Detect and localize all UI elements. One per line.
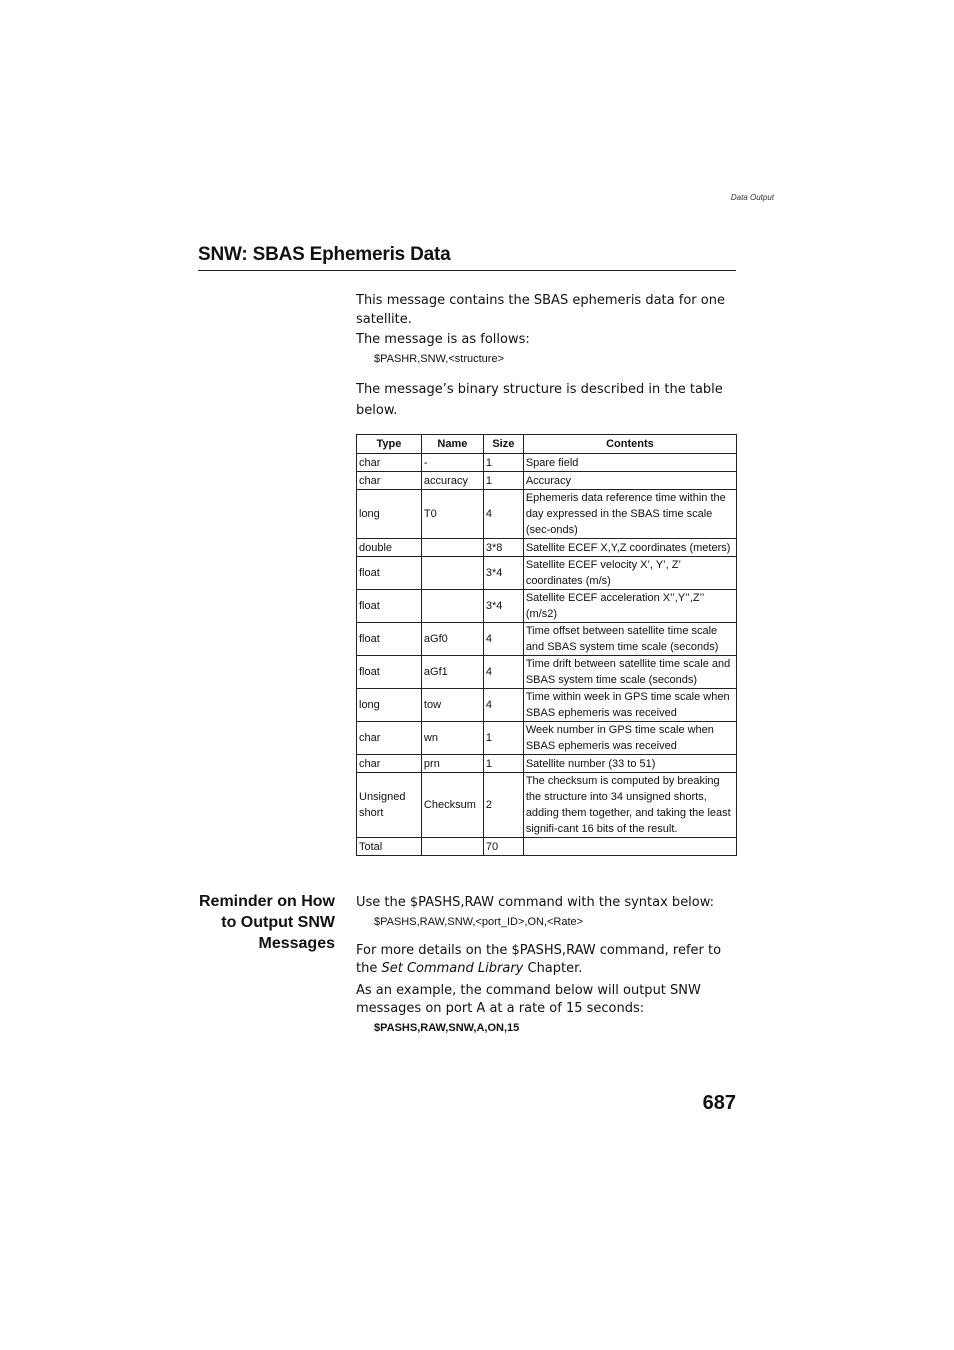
cell-name: Checksum [421, 773, 483, 838]
cell-contents: Time drift between satellite time scale and SBAS system time scale (seconds) [523, 656, 736, 689]
table-row [357, 656, 737, 689]
cell-contents: Satellite ECEF acceleration X’’,Y’’,Z’’ (m/s2) [523, 590, 736, 623]
cell-size: 3*4 [483, 557, 523, 590]
intro-block [356, 292, 737, 421]
message-syntax: $PASHR,SNW,<structure> [374, 352, 505, 365]
table-row [357, 773, 737, 838]
column-header-contents: Contents [523, 435, 736, 454]
cell-size: 2 [483, 773, 523, 838]
table-row [357, 539, 737, 557]
cell-name [421, 590, 483, 623]
set-command-library-reference: Set Command Library [381, 961, 524, 976]
cell-size: 4 [483, 490, 523, 539]
cell-name: aGf0 [421, 623, 483, 656]
cell-type: float [357, 590, 422, 623]
cell-type: double [357, 539, 422, 557]
cell-name [421, 539, 483, 557]
cell-contents: Satellite ECEF velocity X’, Y’, Z’ coordinates (m/s) [523, 557, 736, 590]
table-row [357, 557, 737, 590]
cell-contents: Accuracy [523, 472, 736, 490]
cell-contents: Spare field [523, 454, 736, 472]
section-title: SNW: SBAS Ephemeris Data [198, 244, 736, 271]
reminder-block [356, 894, 737, 1034]
cell-contents: Ephemeris data reference time within the day expressed in the SBAS time scale (sec-onds) [523, 490, 736, 539]
cell-contents [523, 838, 736, 856]
cell-contents: Satellite number (33 to 51) [523, 755, 736, 773]
cell-size: 4 [483, 656, 523, 689]
cell-type: Unsigned short [357, 773, 422, 838]
binary-structure-table [356, 434, 737, 856]
table-row [357, 454, 737, 472]
details-text-end: Chapter. [523, 961, 583, 976]
cell-type: char [357, 722, 422, 755]
cell-type: float [357, 557, 422, 590]
table-row [357, 623, 737, 656]
column-header-type: Type [357, 435, 422, 454]
cell-type: char [357, 755, 422, 773]
cell-type: char [357, 472, 422, 490]
cell-type: char [357, 454, 422, 472]
intro-paragraph: This message contains the SBAS ephemeris data for one satellite. [356, 293, 725, 327]
table-row [357, 490, 737, 539]
cell-type: Total [357, 838, 422, 856]
cell-name: tow [421, 689, 483, 722]
cell-name: wn [421, 722, 483, 755]
cell-contents: The checksum is computed by breaking the structure into 34 unsigned shorts, adding them together, and taking the least signifi-cant 16 bits of the result. [523, 773, 736, 838]
cell-name: aGf1 [421, 656, 483, 689]
page-number: 687 [702, 1092, 736, 1114]
cell-size: 1 [483, 755, 523, 773]
cell-contents: Time within week in GPS time scale when SBAS ephemeris was received [523, 689, 736, 722]
cell-name: prn [421, 755, 483, 773]
cell-type: float [357, 623, 422, 656]
cell-name [421, 838, 483, 856]
cell-size: 1 [483, 472, 523, 490]
running-header: Data Output [730, 193, 774, 202]
cell-size: 4 [483, 623, 523, 656]
intro-message-label: The message is as follows: [356, 332, 530, 347]
details-text: For more details on the $PASHS,RAW command, refer to the [356, 942, 722, 976]
cell-contents: Week number in GPS time scale when SBAS ephemeris was received [523, 722, 736, 755]
cell-size: 1 [483, 454, 523, 472]
table-header-row [357, 435, 737, 454]
cell-size: 4 [483, 689, 523, 722]
raw-command-syntax: $PASHS,RAW,SNW,<port_ID>,ON,<Rate> [374, 915, 584, 928]
table-row [357, 689, 737, 722]
table-row [357, 590, 737, 623]
cell-size: 70 [483, 838, 523, 856]
cell-name: accuracy [421, 472, 483, 490]
reminder-paragraph: Use the $PASHS,RAW command with the syntax below: [356, 895, 715, 910]
column-header-size: Size [483, 435, 523, 454]
cell-name [421, 557, 483, 590]
reminder-heading: Reminder on How to Output SNW Messages [198, 893, 335, 952]
example-command: $PASHS,RAW,SNW,A,ON,15 [374, 1021, 520, 1034]
cell-size: 3*4 [483, 590, 523, 623]
cell-size: 1 [483, 722, 523, 755]
table-total-row [357, 838, 737, 856]
cell-type: long [357, 490, 422, 539]
structure-paragraph: The message’s binary structure is described in the table below. [356, 381, 723, 418]
table-row [357, 722, 737, 755]
cell-type: long [357, 689, 422, 722]
example-paragraph: As an example, the command below will output SNW messages on port A at a rate of 15 seconds: [356, 982, 701, 1016]
cell-type: float [357, 656, 422, 689]
cell-size: 3*8 [483, 539, 523, 557]
cell-name: T0 [421, 490, 483, 539]
table-row [357, 472, 737, 490]
details-paragraph [356, 942, 737, 979]
cell-contents: Time offset between satellite time scale and SBAS system time scale (seconds) [523, 623, 736, 656]
table-row [357, 755, 737, 773]
column-header-name: Name [421, 435, 483, 454]
cell-name: - [421, 454, 483, 472]
cell-contents: Satellite ECEF X,Y,Z coordinates (meters) [523, 539, 736, 557]
